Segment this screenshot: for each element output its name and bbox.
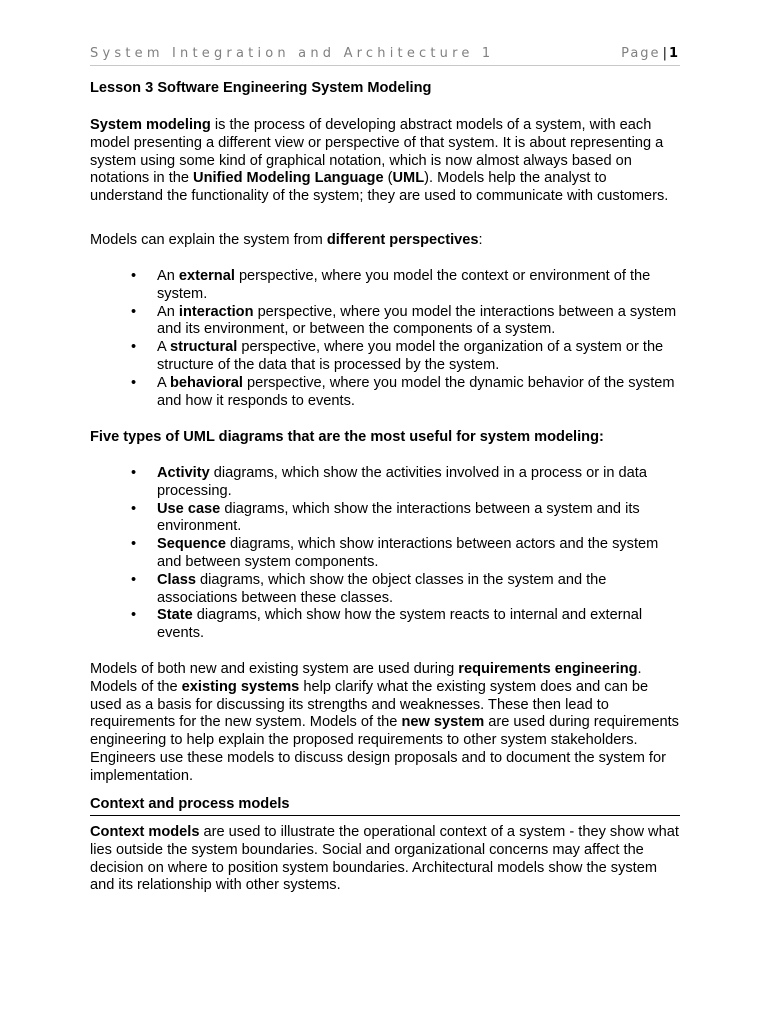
list-item: • A structural perspective, where you model the organization of a system or the structure of the data that is processed by the system. bbox=[131, 339, 664, 373]
intro-term: System modeling bbox=[90, 117, 211, 133]
page-header bbox=[90, 45, 680, 66]
page-number: 1 bbox=[668, 46, 678, 61]
uml-types-heading: Five types of UML diagrams that are the most useful for system modeling: bbox=[90, 429, 604, 445]
list-item: • State diagrams, which show how the system reacts to internal and external events. bbox=[131, 607, 643, 642]
uml-abbr: UML bbox=[392, 170, 425, 187]
bullet: • bbox=[131, 465, 137, 481]
page-label: Page bbox=[621, 46, 661, 61]
intro-paragraph: System modeling is the process of developing abstract models of a system, with each model presenting a different view or perspective of that system. It is about representing a system using some kind of graphical notation, which is now almost always based on notations in the Unified Modeling Language (UML). Models help the analyst to understand the functionality of the system; they are used to communicate with customers. bbox=[90, 117, 669, 205]
list-item: • An interaction perspective, where you model the interactions between a system and its environment, or between the components of a system. bbox=[131, 303, 677, 338]
bullet: • bbox=[131, 339, 137, 356]
bullet: • bbox=[131, 500, 137, 517]
uml-name: Unified Modeling Language bbox=[193, 170, 384, 187]
list-item: • Sequence diagrams, which show interactions between actors and the system and between system components. bbox=[131, 536, 659, 570]
page-indicator bbox=[621, 46, 678, 61]
list-item: • Class diagrams, which show the object classes in the system and the associations between these classes. bbox=[131, 571, 607, 606]
page-separator: | bbox=[662, 46, 667, 61]
list-item: • Activity diagrams, which show the activities involved in a process or in data processing. bbox=[131, 465, 647, 499]
lesson-title: Lesson 3 Software Engineering System Modeling bbox=[90, 80, 432, 96]
context-heading: Context and process models bbox=[90, 796, 680, 816]
uml-types-list bbox=[90, 465, 680, 643]
bullet: • bbox=[131, 303, 137, 320]
perspectives-intro: Models can explain the system from different perspectives: bbox=[90, 232, 483, 248]
header-title: System Integration and Architecture 1 bbox=[90, 46, 495, 61]
bullet: • bbox=[131, 374, 137, 391]
list-item: • Use case diagrams, which show the interactions between a system and its environment. bbox=[131, 500, 640, 535]
bullet: • bbox=[131, 536, 137, 553]
context-paragraph: Context models are used to illustrate the operational context of a system - they show what lies outside the system boundaries. Social and organizational concerns may affect the decision on where to position system boundaries. Architectural models show the system and its relationship with other systems. bbox=[90, 824, 679, 894]
bullet: • bbox=[131, 607, 137, 624]
perspectives-list bbox=[90, 268, 680, 410]
requirements-paragraph: Models of both new and existing system are used during requirements engineering. Models of the existing systems help clarify what the existing system does and can be used as a basis for discussing its strengths and weaknesses. These then lead to requirements for the new system. Models of the new system are used during requirements engineering to help explain the proposed requirements to other system stakeholders. Engineers use these models to discuss design proposals and to document the system for implementation. bbox=[90, 661, 679, 784]
bullet: • bbox=[131, 268, 137, 284]
list-item: • A behavioral perspective, where you model the dynamic behavior of the system and how it responds to events. bbox=[131, 374, 675, 409]
bullet: • bbox=[131, 571, 137, 588]
list-item: • An external perspective, where you model the context or environment of the system. bbox=[131, 268, 651, 302]
